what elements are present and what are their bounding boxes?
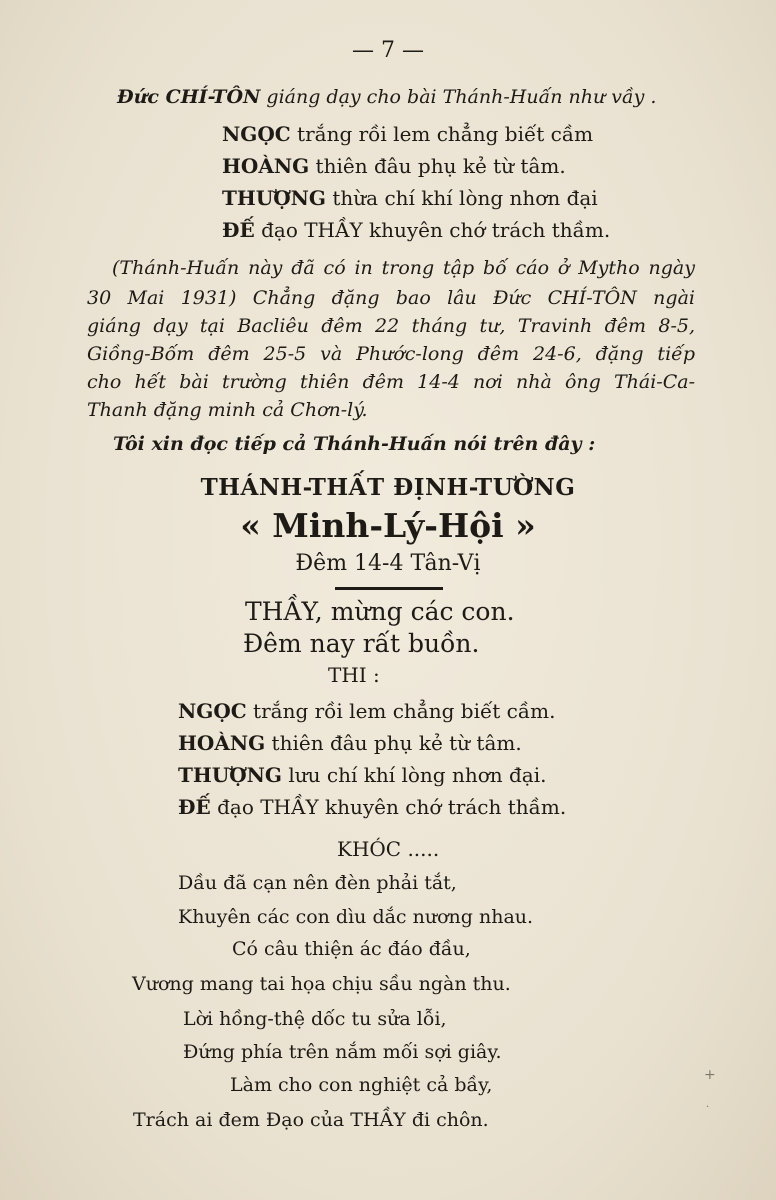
poem-line: Đứng phía trên nắm mối sợi giây.	[183, 1041, 502, 1063]
date-line: Đêm 14-4 Tân-Vị	[295, 551, 481, 576]
poem-line: Lời hồng-thệ dốc tu sửa lỗi,	[183, 1008, 447, 1030]
verse-second-line	[178, 699, 555, 723]
verse-first-text: thừa chí khí lòng nhơn đại	[326, 186, 598, 210]
verse-second-line	[178, 795, 566, 819]
poem-line: Khuyên các con dìu dắc nương nhau.	[178, 906, 534, 928]
intro-text: giáng dạy cho bài Thánh-Huấn như vầy .	[260, 86, 657, 108]
verse-second-text: đạo THẦY khuyên chớ trách thầm.	[210, 795, 567, 819]
verse-first-head: ĐẾ	[222, 218, 255, 242]
note-line: giáng dạy tại Bacliêu đêm 22 tháng tư, Travinh đêm 8-5,	[87, 315, 695, 337]
verse-second-head: NGỌC	[178, 699, 247, 723]
verse-first-head: THƯỢNG	[222, 186, 327, 210]
note-line: Giồng-Bốm đêm 25-5 và Phước-long đêm 24-6, đặng tiếp	[87, 343, 695, 365]
verse-first-line	[222, 122, 593, 146]
poem-line: Làm cho con nghiệt cả bầy,	[230, 1074, 493, 1096]
greeting-line: THẦY, mừng các con.	[245, 597, 515, 626]
cry-label: KHÓC .....	[337, 837, 440, 861]
note-line: cho hết bài trường thiên đêm 14-4 nơi nhà ông Thái-Ca-	[87, 371, 695, 393]
verse-first-head: NGỌC	[222, 122, 291, 146]
poem-line: Trách ai đem Đạo của THẦY đi chôn.	[133, 1109, 489, 1131]
verse-first-line	[222, 218, 610, 242]
verse-first-text: thiên đâu phụ kẻ từ tâm.	[309, 154, 566, 178]
verse-second-line	[178, 763, 546, 787]
poem-line: Vương mang tai họa chịu sầu ngàn thu.	[132, 973, 511, 995]
paper-speck: ·	[706, 1102, 710, 1113]
continue-line: Tôi xin đọc tiếp cả Thánh-Huấn nói trên đây :	[113, 433, 596, 455]
paper-speck: +	[704, 1067, 716, 1083]
divider	[335, 587, 443, 590]
verse-second-text: thiên đâu phụ kẻ từ tâm.	[265, 731, 522, 755]
note-line: Thanh đặng minh cả Chơn-lý.	[87, 399, 368, 421]
poem-line: Dầu đã cạn nên đèn phải tắt,	[178, 872, 457, 894]
verse-first-text: trắng rồi lem chẳng biết cầm	[290, 122, 594, 146]
greeting-line: Đêm nay rất buồn.	[243, 629, 480, 658]
intro-line	[117, 86, 656, 108]
verse-second-head: ĐẾ	[178, 795, 211, 819]
assembly-title: « Minh-Lý-Hội »	[240, 506, 536, 545]
temple-heading: THÁNH-THẤT ĐỊNH-TƯỜNG	[200, 474, 576, 501]
verse-second-line	[178, 731, 522, 755]
verse-first-line	[222, 186, 598, 210]
verse-second-head: HOÀNG	[178, 731, 266, 755]
verse-first-head: HOÀNG	[222, 154, 310, 178]
note-line: 30 Mai 1931) Chẳng đặng bao lâu Đức CHÍ-TÔN ngài	[87, 287, 695, 309]
poem-line: Có câu thiện ác đáo đầu,	[232, 938, 471, 960]
note-line: (Thánh-Huấn này đã có in trong tập bố cáo ở Mytho ngày	[112, 257, 695, 279]
page-number: — 7 —	[352, 38, 424, 63]
thi-label: THI :	[328, 663, 380, 687]
verse-first-text: đạo THẦY khuyên chớ trách thầm.	[254, 218, 611, 242]
verse-second-head: THƯỢNG	[178, 763, 283, 787]
intro-speaker: Đức CHÍ-TÔN	[117, 86, 261, 108]
verse-second-text: lưu chí khí lòng nhơn đại.	[282, 763, 547, 787]
verse-second-text: trắng rồi lem chẳng biết cầm.	[246, 699, 556, 723]
verse-first-line	[222, 154, 566, 178]
